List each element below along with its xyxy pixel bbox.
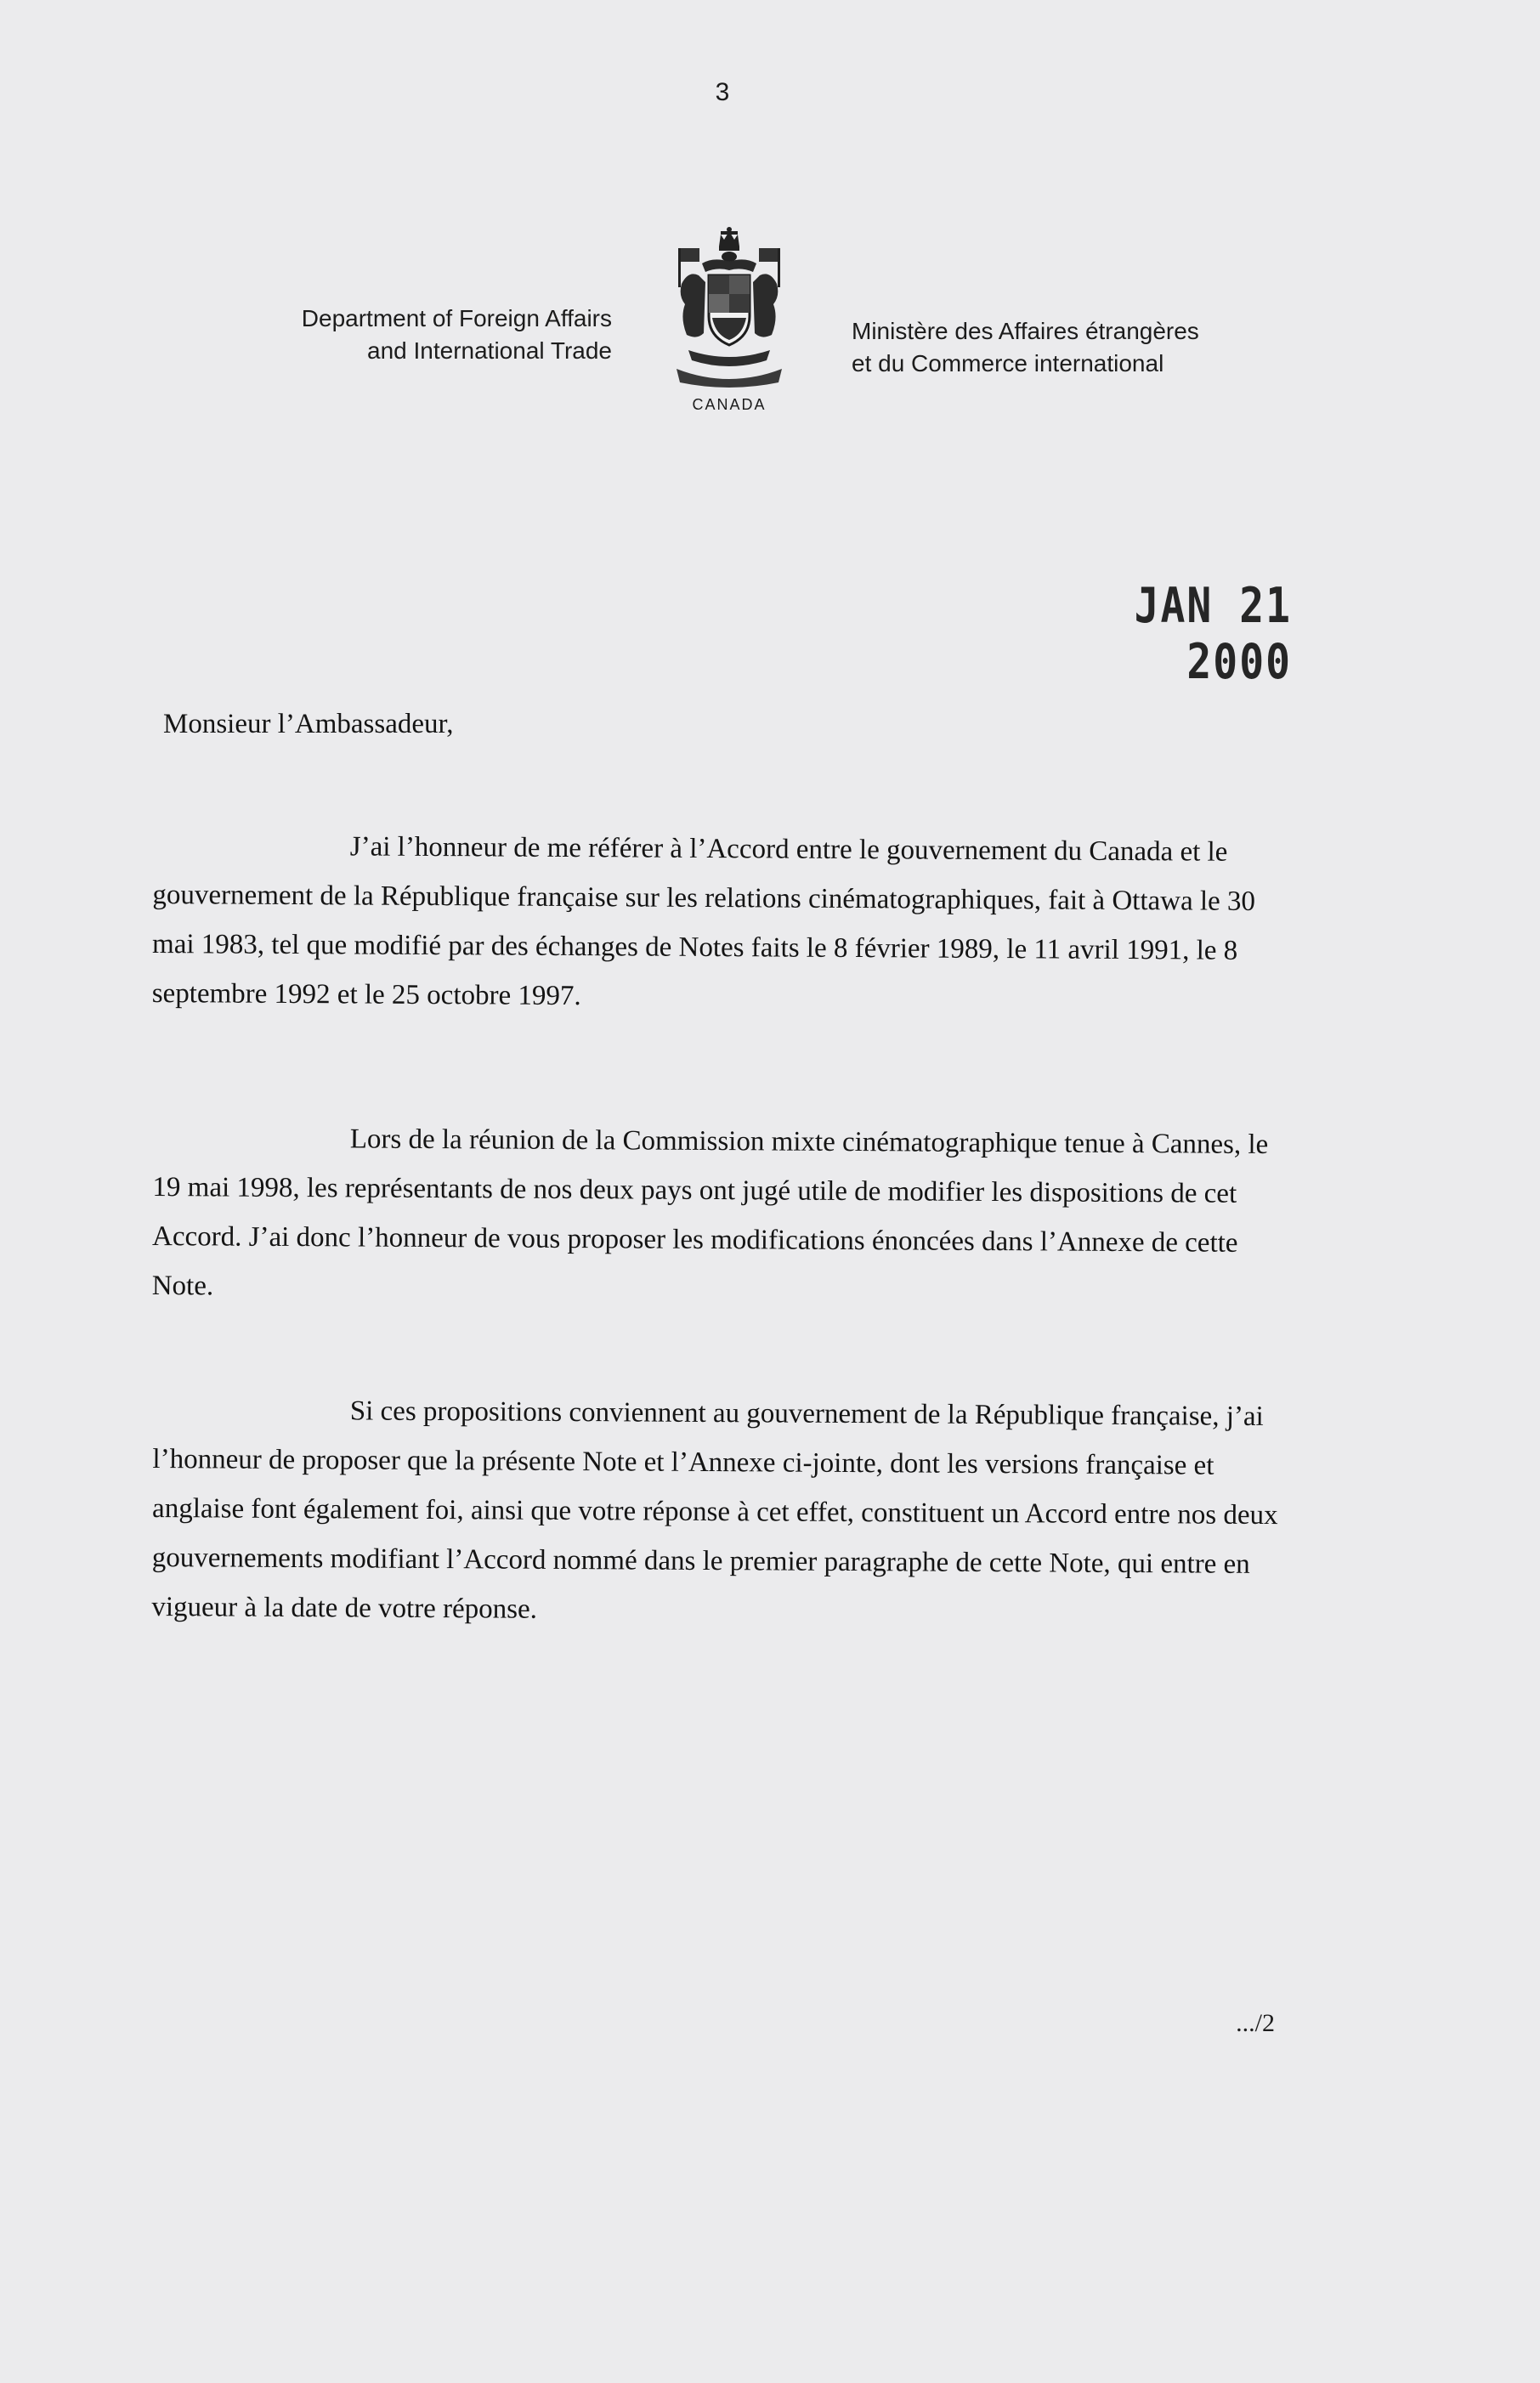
body-paragraph-3 — [151, 1385, 1283, 1639]
continuation-marker: .../2 — [1236, 2009, 1275, 2037]
body-paragraph-1 — [152, 821, 1283, 1025]
department-name-english — [212, 303, 612, 367]
page-number: 3 — [715, 78, 730, 106]
department-en-line-1: Department of Foreign Affairs — [301, 305, 612, 331]
paragraph-1-text: J’ai l’honneur de me référer à l’Accord entre le gouvernement du Canada et le gouvernement de la République française sur les relations cinématographiques, fait à Ottawa le 30 mai 1983, tel que modifié par des échanges de Notes faits le 8 février 1989, le 11 avril 1991, le 8 septembre 1992 et le 25 octobre 1997. — [151, 831, 1256, 1012]
emblem-caption: CANADA — [692, 396, 767, 413]
canada-coat-of-arms-icon — [671, 223, 787, 389]
salutation: Monsieur l’Ambassadeur, — [163, 709, 454, 739]
department-en-line-2: and International Trade — [367, 337, 612, 364]
paragraph-3-text: Si ces propositions conviennent au gouvernement de la République française, j’ai l’honneur de proposer que la présente Note et l’Annexe ci-jointe, dont les versions française et anglaise font également foi, ainsi que votre réponse à cet effet, constituent un Accord entre nos deux gouvernements modifiant l’Accord nommé dans le premier paragraphe de cette Note, qui entre en vigueur à la date de votre réponse. — [151, 1395, 1278, 1625]
department-fr-line-2: et du Commerce international — [852, 350, 1164, 376]
department-fr-line-1: Ministère des Affaires étrangères — [852, 318, 1199, 344]
body-paragraph-2 — [152, 1113, 1283, 1317]
date-stamp: JAN 21 2000 — [1134, 578, 1292, 691]
department-name-french — [852, 315, 1294, 380]
paragraph-2-text: Lors de la réunion de la Commission mixte cinématographique tenue à Cannes, le 19 mai 1998, les représentants de nos deux pays ont jugé utile de modifier les dispositions de cet Accord. J’ai donc l’honneur de vous proposer les modifications énoncées dans l’Annexe de cette Note. — [151, 1124, 1269, 1302]
